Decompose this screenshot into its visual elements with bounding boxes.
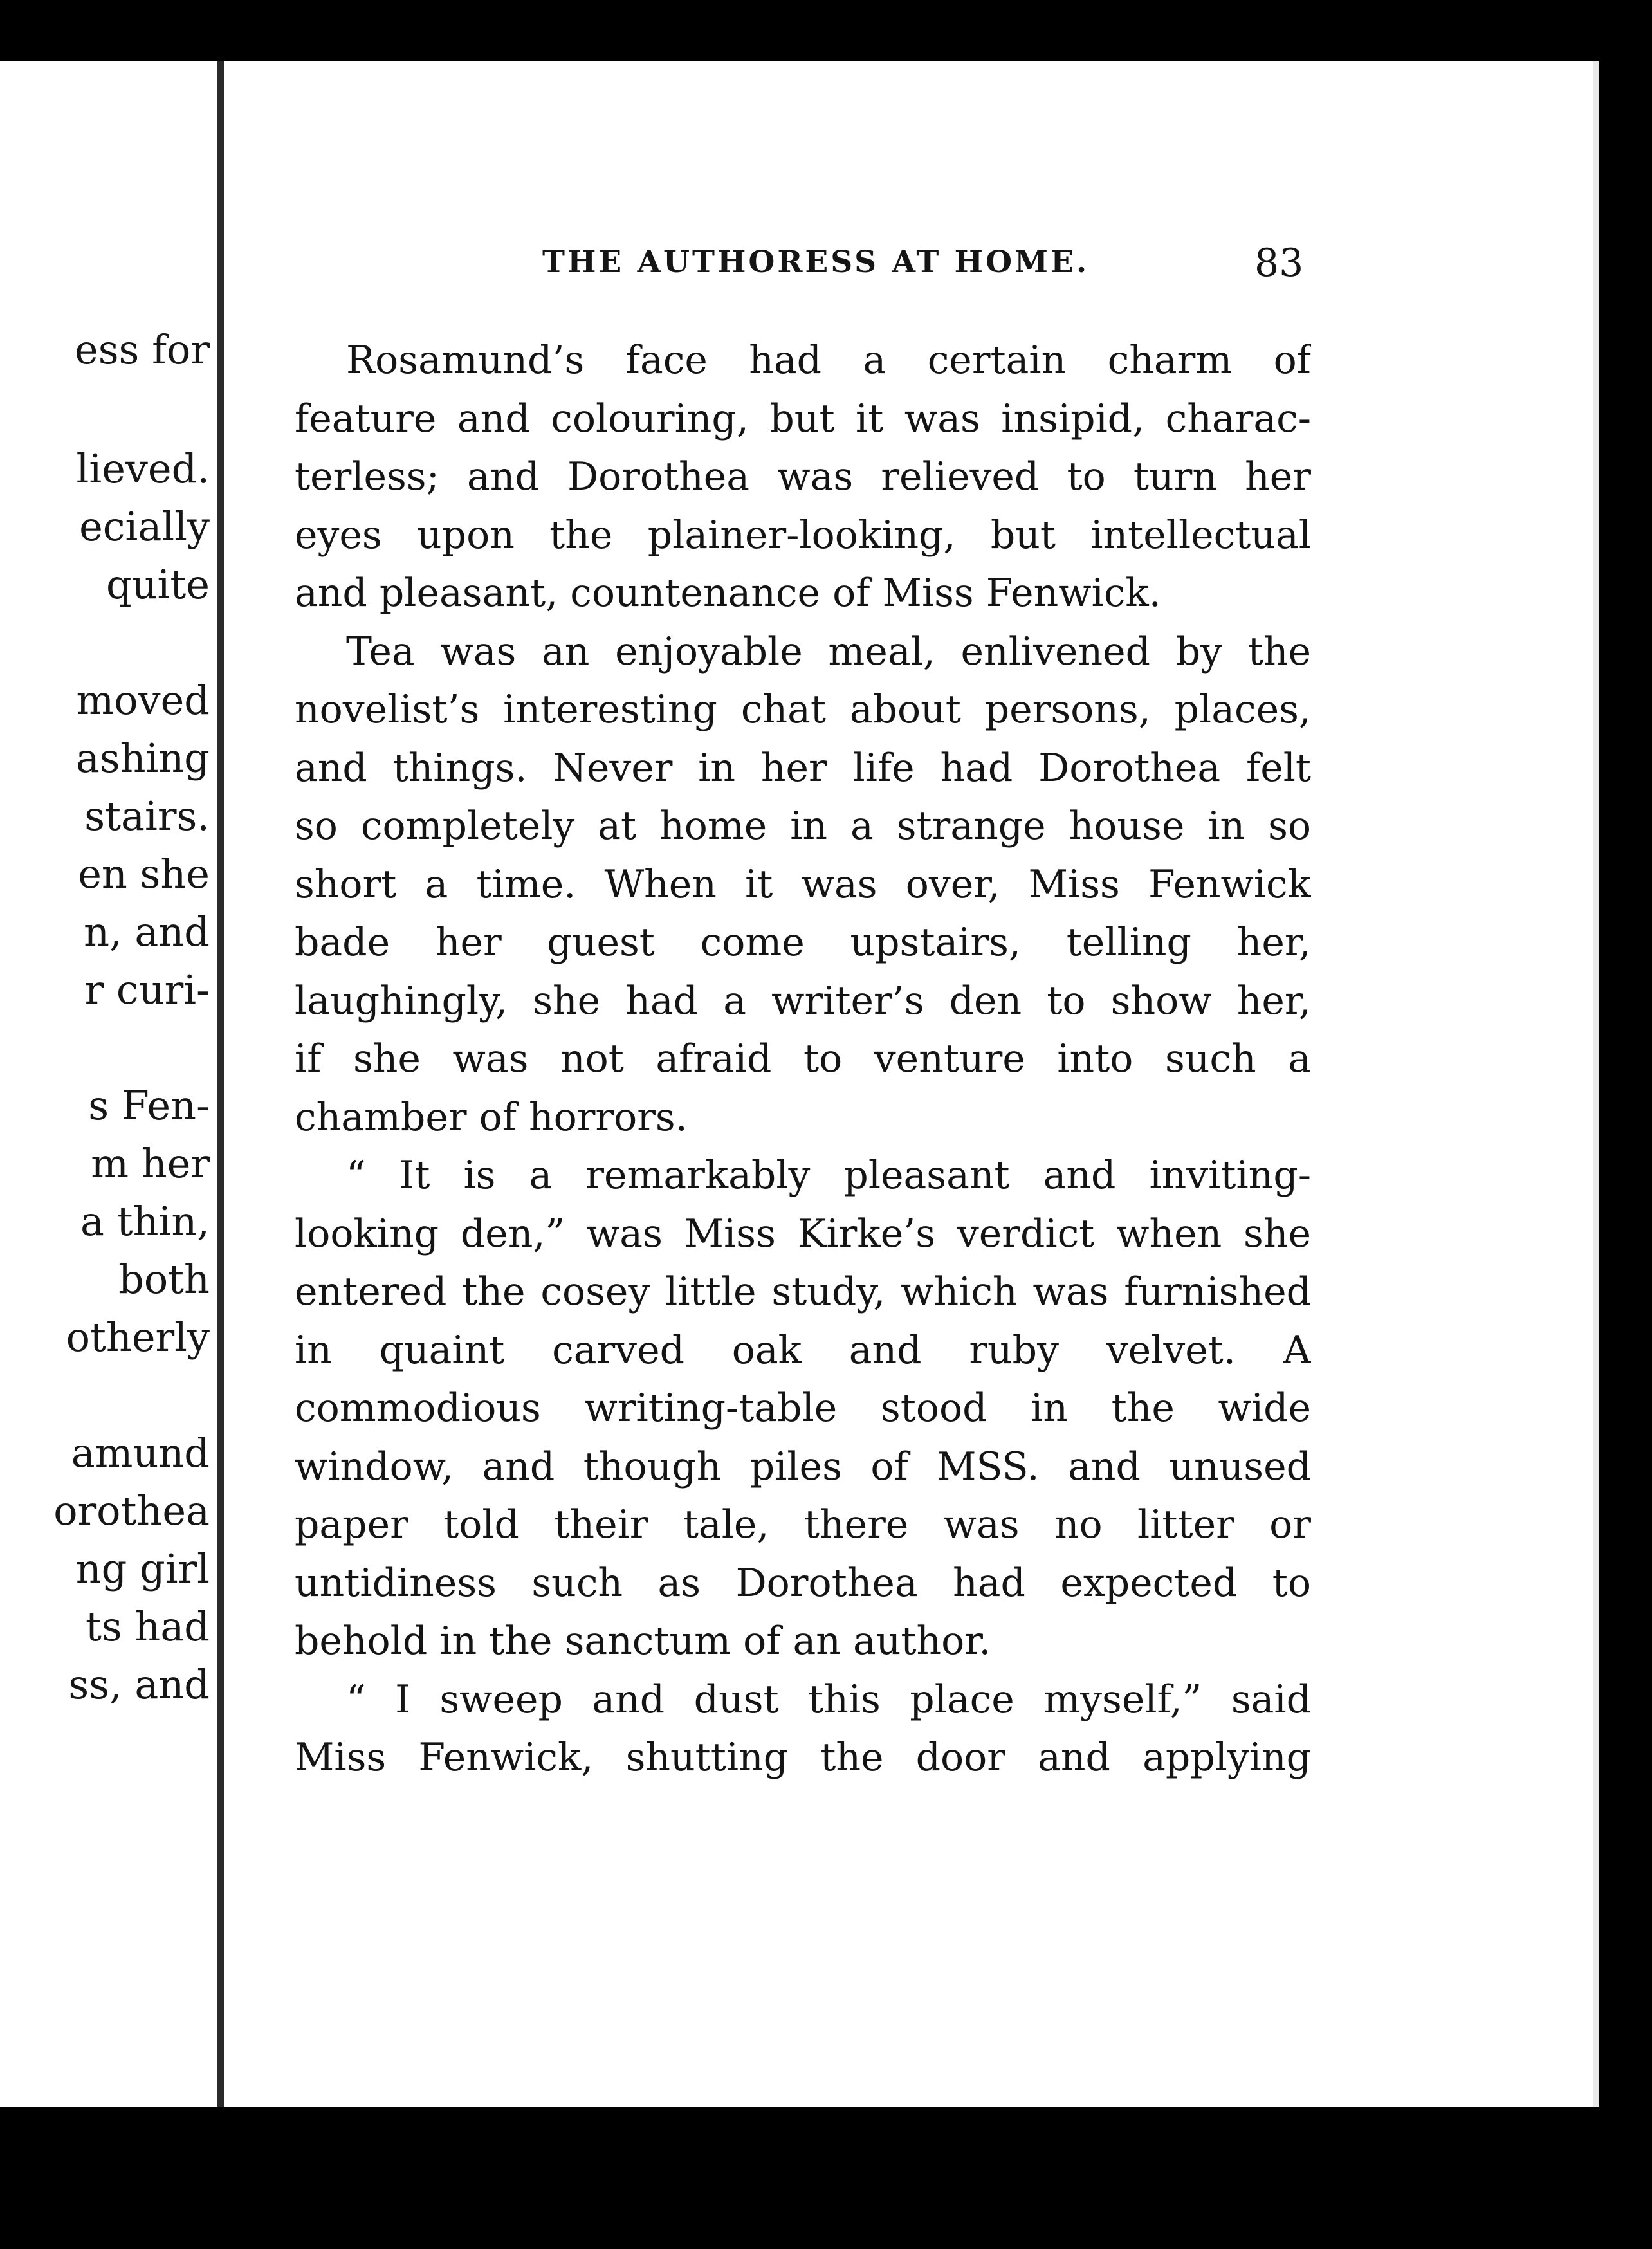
text-line: entered the cosey little study, which was furnished [295,1269,1311,1314]
text-line: Miss Fenwick, shutting the door and applying [295,1735,1311,1780]
text-line: “ It is a remarkably pleasant and inviting- [346,1153,1311,1198]
left-page-line: quite [106,561,210,608]
text-line: untidiness such as Dorothea had expected to [295,1560,1311,1606]
left-page-line: ecially [79,503,210,550]
text-line: eyes upon the plainer-looking, but intellectual [295,512,1311,558]
left-page-line: orothea [53,1487,210,1534]
text-line: feature and colouring, but it was insipid, charac- [295,396,1311,441]
left-page-line: n, and [84,908,210,955]
left-page-line: ng girl [75,1545,210,1592]
page-number: 83 [1254,241,1304,286]
left-page-line: a thin, [80,1198,210,1245]
left-page-line: otherly [66,1314,210,1361]
left-page-line: lieved. [76,445,210,492]
text-line: bade her guest come upstairs, telling her, [295,920,1311,965]
left-page-line: ss, and [68,1661,210,1708]
text-line: Rosamund’s face had a certain charm of [346,338,1311,383]
text-line: commodious writing-table stood in the wide [295,1386,1311,1431]
left-page-line: moved [76,677,210,724]
running-head: THE AUTHORESS AT HOME. [542,244,1090,280]
text-line: terless; and Dorothea was relieved to turn her [295,454,1311,499]
text-line: short a time. When it was over, Miss Fenwick [295,861,1311,907]
text-line: looking den,” was Miss Kirke’s verdict when she [295,1211,1311,1256]
left-page-line: amund [71,1429,210,1476]
text-line: so completely at home in a strange house in so [295,803,1311,849]
text-line: behold in the sanctum of an author. [295,1619,991,1664]
left-page-line: ess for [75,326,210,373]
text-line: laughingly, she had a writer’s den to show her, [295,978,1311,1024]
text-line: novelist’s interesting chat about persons, places, [295,687,1311,732]
left-page-line: ts had [85,1603,210,1650]
book-gutter [217,61,224,2107]
left-page-line: stairs. [84,793,210,840]
left-page-line: r curi- [84,966,210,1013]
text-line: and things. Never in her life had Dorothea felt [295,745,1311,791]
text-line: paper told their tale, there was no litter or [295,1502,1311,1547]
text-line: window, and though piles of MSS. and unused [295,1444,1311,1489]
text-line: Tea was an enjoyable meal, enlivened by the [346,629,1311,674]
left-page-line: en she [78,850,210,897]
left-page-line: s Fen- [88,1082,210,1129]
body-text [295,331,1311,1787]
text-line: if she was not afraid to venture into such a [295,1036,1311,1081]
page-edge [1593,61,1599,2107]
left-page-line: ashing [75,735,210,782]
text-line: in quaint carved oak and ruby velvet. A [295,1327,1311,1373]
text-line: chamber of horrors. [295,1094,688,1140]
left-page-line: both [118,1256,210,1303]
page-header [224,241,1593,296]
book-page [224,61,1593,2107]
previous-page-fragment [0,61,217,2107]
left-page-line: m her [91,1140,210,1187]
text-line: “ I sweep and dust this place myself,” said [346,1676,1311,1722]
text-line: and pleasant, countenance of Miss Fenwick. [295,571,1161,616]
